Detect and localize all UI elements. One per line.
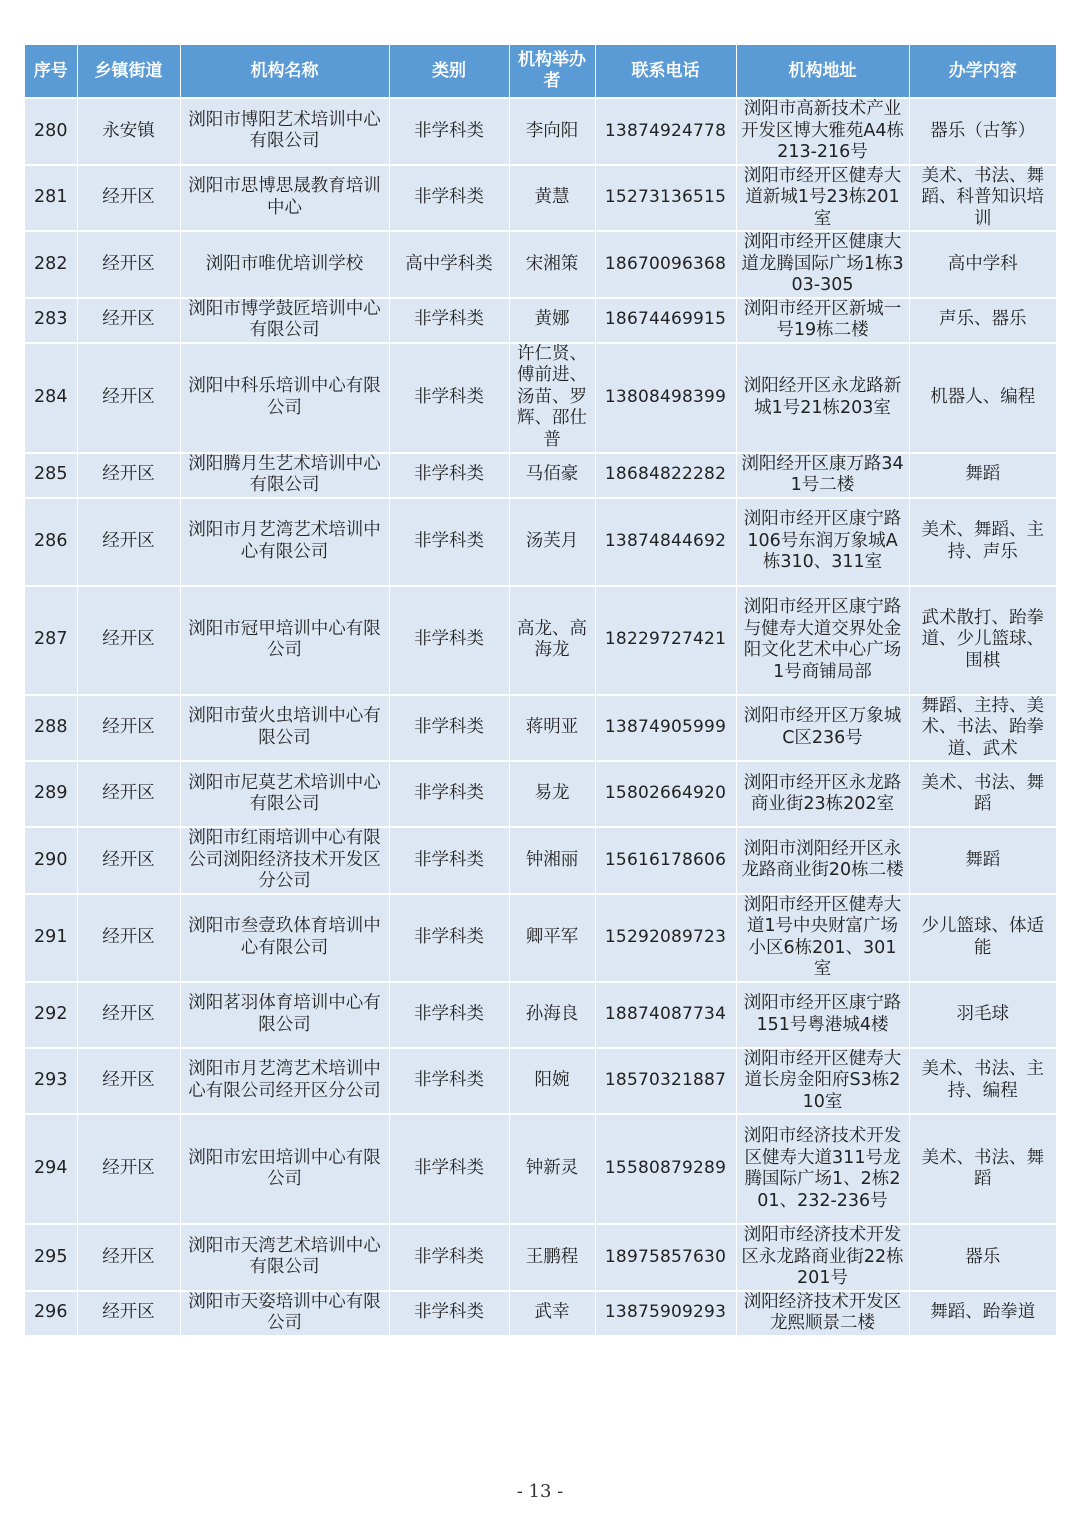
row-content: 舞蹈: [909, 453, 1056, 498]
row-index: 287: [25, 586, 77, 695]
row-category: 非学科类: [389, 982, 509, 1048]
row-content: 舞蹈、跆拳道: [909, 1291, 1056, 1335]
row-township: 经开区: [77, 165, 180, 232]
table-body: [25, 98, 1056, 1335]
row-township: 经开区: [77, 498, 180, 586]
table-row: [25, 695, 1056, 762]
row-index: 291: [25, 894, 77, 982]
row-index: 280: [25, 98, 77, 165]
row-phone: 18570321887: [595, 1048, 736, 1115]
row-category: 非学科类: [389, 453, 509, 498]
row-township: 经开区: [77, 695, 180, 762]
table-row: [25, 586, 1056, 695]
row-address: 浏阳市经开区永龙路商业街23栋202室: [736, 761, 909, 827]
header-township: 乡镇街道: [77, 45, 180, 98]
row-address: 浏阳市经开区健寿大道长房金阳府S3栋210室: [736, 1048, 909, 1115]
row-category: 非学科类: [389, 894, 509, 982]
row-township: 经开区: [77, 1114, 180, 1224]
header-content: 办学内容: [909, 45, 1056, 98]
row-address: 浏阳市经开区健康大道龙腾国际广场1栋303-305: [736, 231, 909, 298]
row-institution-name: 浏阳市博阳艺术培训中心有限公司: [180, 98, 389, 165]
header-index: 序号: [25, 45, 77, 98]
row-index: 293: [25, 1048, 77, 1115]
row-index: 284: [25, 343, 77, 453]
row-index: 281: [25, 165, 77, 232]
row-phone: 18670096368: [595, 231, 736, 298]
row-township: 经开区: [77, 1291, 180, 1335]
row-township: 经开区: [77, 1224, 180, 1291]
row-phone: 18874087734: [595, 982, 736, 1048]
row-address: 浏阳市经济技术开发区健寿大道311号龙腾国际广场1、2栋201、232-236号: [736, 1114, 909, 1224]
header-category: 类别: [389, 45, 509, 98]
row-township: 经开区: [77, 586, 180, 695]
row-address: 浏阳市经开区康宁路与健寿大道交界处金阳文化艺术中心广场1号商铺局部: [736, 586, 909, 695]
row-address: 浏阳市经开区健寿大道新城1号23栋201室: [736, 165, 909, 232]
row-address: 浏阳市高新技术产业开发区博大雅苑A4栋213-216号: [736, 98, 909, 165]
row-content: 舞蹈、主持、美术、书法、跆拳道、武术: [909, 695, 1056, 762]
row-institution-name: 浏阳腾月生艺术培训中心有限公司: [180, 453, 389, 498]
row-address: 浏阳市经开区新城一号19栋二楼: [736, 298, 909, 343]
row-phone: 13875909293: [595, 1291, 736, 1335]
row-category: 非学科类: [389, 586, 509, 695]
row-address: 浏阳市经开区康宁路151号粤港城4楼: [736, 982, 909, 1048]
row-organizer: 钟新灵: [509, 1114, 595, 1224]
row-phone: 13874905999: [595, 695, 736, 762]
row-address: 浏阳经济技术开发区龙熙顺景二楼: [736, 1291, 909, 1335]
row-phone: 13874844692: [595, 498, 736, 586]
row-organizer: 高龙、高海龙: [509, 586, 595, 695]
row-content: 美术、书法、主持、编程: [909, 1048, 1056, 1115]
row-content: 声乐、器乐: [909, 298, 1056, 343]
row-phone: 18674469915: [595, 298, 736, 343]
row-institution-name: 浏阳市叁壹玖体育培训中心有限公司: [180, 894, 389, 982]
row-institution-name: 浏阳市红雨培训中心有限公司浏阳经济技术开发区分公司: [180, 827, 389, 894]
row-township: 经开区: [77, 894, 180, 982]
row-organizer: 孙海良: [509, 982, 595, 1048]
table-row: [25, 98, 1056, 165]
row-organizer: 王鹏程: [509, 1224, 595, 1291]
row-content: 舞蹈: [909, 827, 1056, 894]
header-institution-name: 机构名称: [180, 45, 389, 98]
row-institution-name: 浏阳市天湾艺术培训中心有限公司: [180, 1224, 389, 1291]
row-phone: 15292089723: [595, 894, 736, 982]
table-header-row: [25, 45, 1056, 98]
table-row: [25, 1048, 1056, 1115]
row-institution-name: 浏阳市尼莫艺术培训中心有限公司: [180, 761, 389, 827]
table-row: [25, 1114, 1056, 1224]
row-institution-name: 浏阳市唯优培训学校: [180, 231, 389, 298]
row-category: 高中学科类: [389, 231, 509, 298]
row-index: 286: [25, 498, 77, 586]
row-content: 羽毛球: [909, 982, 1056, 1048]
row-category: 非学科类: [389, 1224, 509, 1291]
row-content: 美术、书法、舞蹈: [909, 1114, 1056, 1224]
row-township: 经开区: [77, 298, 180, 343]
row-address: 浏阳市经开区万象城C区236号: [736, 695, 909, 762]
row-organizer: 黄慧: [509, 165, 595, 232]
row-organizer: 钟湘丽: [509, 827, 595, 894]
row-index: 288: [25, 695, 77, 762]
table-row: [25, 827, 1056, 894]
row-township: 经开区: [77, 1048, 180, 1115]
row-institution-name: 浏阳茗羽体育培训中心有限公司: [180, 982, 389, 1048]
table-row: [25, 298, 1056, 343]
row-address: 浏阳市经开区康宁路106号东润万象城A栋310、311室: [736, 498, 909, 586]
row-content: 武术散打、跆拳道、少儿篮球、围棋: [909, 586, 1056, 695]
table-row: [25, 761, 1056, 827]
row-address: 浏阳市经济技术开发区永龙路商业街22栋201号: [736, 1224, 909, 1291]
row-address: 浏阳市经开区健寿大道1号中央财富广场小区6栋201、301室: [736, 894, 909, 982]
row-index: 296: [25, 1291, 77, 1335]
row-phone: 18229727421: [595, 586, 736, 695]
row-organizer: 黄娜: [509, 298, 595, 343]
row-organizer: 武幸: [509, 1291, 595, 1335]
row-index: 283: [25, 298, 77, 343]
row-index: 289: [25, 761, 77, 827]
row-township: 永安镇: [77, 98, 180, 165]
row-organizer: 阳婉: [509, 1048, 595, 1115]
table-row: [25, 1291, 1056, 1335]
row-township: 经开区: [77, 761, 180, 827]
row-index: 292: [25, 982, 77, 1048]
row-category: 非学科类: [389, 695, 509, 762]
row-organizer: 马佰豪: [509, 453, 595, 498]
row-content: 美术、书法、舞蹈、科普知识培训: [909, 165, 1056, 232]
row-category: 非学科类: [389, 98, 509, 165]
row-category: 非学科类: [389, 1048, 509, 1115]
row-phone: 18975857630: [595, 1224, 736, 1291]
row-index: 294: [25, 1114, 77, 1224]
table-row: [25, 343, 1056, 453]
row-institution-name: 浏阳市宏田培训中心有限公司: [180, 1114, 389, 1224]
row-township: 经开区: [77, 827, 180, 894]
row-phone: 13874924778: [595, 98, 736, 165]
row-institution-name: 浏阳市萤火虫培训中心有限公司: [180, 695, 389, 762]
row-institution-name: 浏阳市月艺湾艺术培训中心有限公司经开区分公司: [180, 1048, 389, 1115]
header-address: 机构地址: [736, 45, 909, 98]
row-category: 非学科类: [389, 498, 509, 586]
row-institution-name: 浏阳市月艺湾艺术培训中心有限公司: [180, 498, 389, 586]
row-phone: 15616178606: [595, 827, 736, 894]
table-row: [25, 894, 1056, 982]
row-index: 295: [25, 1224, 77, 1291]
row-phone: 13808498399: [595, 343, 736, 453]
page-number: - 13 -: [516, 1481, 564, 1502]
table-row: [25, 231, 1056, 298]
institution-table-container: [25, 45, 1056, 1335]
row-organizer: 宋湘策: [509, 231, 595, 298]
row-organizer: 易龙: [509, 761, 595, 827]
row-content: 器乐（古筝）: [909, 98, 1056, 165]
table-row: [25, 1224, 1056, 1291]
table-row: [25, 982, 1056, 1048]
row-institution-name: 浏阳中科乐培训中心有限公司: [180, 343, 389, 453]
row-category: 非学科类: [389, 1291, 509, 1335]
row-organizer: 卿平军: [509, 894, 595, 982]
table-row: [25, 453, 1056, 498]
row-address: 浏阳经开区康万路341号二楼: [736, 453, 909, 498]
row-index: 282: [25, 231, 77, 298]
row-township: 经开区: [77, 982, 180, 1048]
row-organizer: 李向阳: [509, 98, 595, 165]
row-phone: 15273136515: [595, 165, 736, 232]
row-content: 少儿篮球、体适能: [909, 894, 1056, 982]
row-institution-name: 浏阳市思博思晟教育培训中心: [180, 165, 389, 232]
row-content: 机器人、编程: [909, 343, 1056, 453]
row-phone: 15580879289: [595, 1114, 736, 1224]
row-index: 290: [25, 827, 77, 894]
table-row: [25, 165, 1056, 232]
table-row: [25, 498, 1056, 586]
row-category: 非学科类: [389, 343, 509, 453]
row-category: 非学科类: [389, 761, 509, 827]
header-phone: 联系电话: [595, 45, 736, 98]
row-township: 经开区: [77, 231, 180, 298]
row-organizer: 汤芙月: [509, 498, 595, 586]
row-phone: 18684822282: [595, 453, 736, 498]
row-category: 非学科类: [389, 827, 509, 894]
row-index: 285: [25, 453, 77, 498]
row-content: 美术、舞蹈、主持、声乐: [909, 498, 1056, 586]
row-phone: 15802664920: [595, 761, 736, 827]
row-category: 非学科类: [389, 1114, 509, 1224]
row-address: 浏阳经开区永龙路新城1号21栋203室: [736, 343, 909, 453]
row-content: 高中学科: [909, 231, 1056, 298]
row-institution-name: 浏阳市博学鼓匠培训中心有限公司: [180, 298, 389, 343]
row-institution-name: 浏阳市天姿培训中心有限公司: [180, 1291, 389, 1335]
row-content: 器乐: [909, 1224, 1056, 1291]
row-organizer: 蒋明亚: [509, 695, 595, 762]
row-township: 经开区: [77, 343, 180, 453]
row-category: 非学科类: [389, 298, 509, 343]
row-organizer: 许仁贤、傅前进、汤苗、罗辉、邵仕普: [509, 343, 595, 453]
row-township: 经开区: [77, 453, 180, 498]
row-content: 美术、书法、舞蹈: [909, 761, 1056, 827]
row-institution-name: 浏阳市冠甲培训中心有限公司: [180, 586, 389, 695]
row-category: 非学科类: [389, 165, 509, 232]
row-address: 浏阳市浏阳经开区永龙路商业街20栋二楼: [736, 827, 909, 894]
institution-table: [25, 45, 1056, 1335]
header-organizer: 机构举办者: [509, 45, 595, 98]
